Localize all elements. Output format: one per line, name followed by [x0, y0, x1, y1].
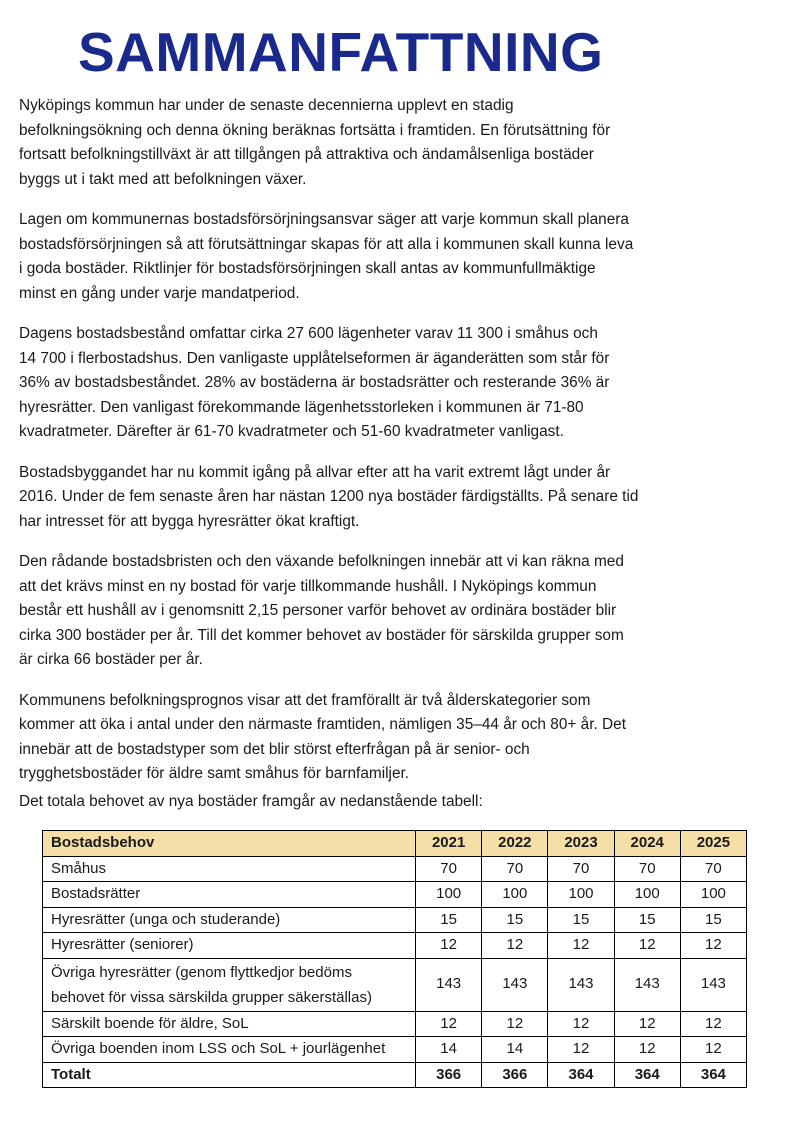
paragraph-line: att det krävs minst en ny bostad för varje tillkommande hushåll. I Nyköpings kommun: [19, 577, 597, 595]
header-cell-label: Bostadsbehov: [43, 831, 416, 857]
value-cell-2023: 12: [548, 1037, 614, 1063]
table-row: [43, 958, 747, 1011]
total-cell-2022: 366: [482, 1062, 548, 1088]
row-label-text: Hyresrätter (unga och studerande): [51, 910, 281, 928]
paragraph: [19, 550, 659, 673]
total-label: Totalt: [43, 1062, 416, 1088]
paragraph-line: har intresset för att bygga hyresrätter ökat kraftigt.: [19, 512, 360, 530]
row-label-text: Övriga boenden inom LSS och SoL + jourlägenhet: [51, 1040, 386, 1057]
paragraph-line: trygghetsbostäder för äldre samt småhus för barnfamiljer.: [19, 765, 410, 782]
row-label: [43, 1011, 416, 1037]
row-label-text: Bostadsrätter: [51, 885, 141, 902]
row-label-text: Småhus: [51, 859, 107, 877]
value-cell-2022: 70: [482, 856, 548, 882]
value-cell-2024: 143: [614, 958, 680, 1011]
paragraph: [19, 208, 659, 306]
value-cell-2023: 15: [548, 907, 614, 933]
value-cell-2023: 100: [548, 882, 614, 908]
paragraph-line: är cirka 66 bostäder per år.: [19, 651, 203, 668]
paragraph-line: innebär att de bostadstyper som det blir störst efterfrågan på är senior- och: [19, 740, 530, 758]
value-cell-2023: 12: [548, 933, 614, 959]
paragraph-line: Den rådande bostadsbristen och den växande befolkningen innebär att vi kan räkna med: [19, 553, 624, 570]
value-cell-2024: 70: [614, 856, 680, 882]
value-cell-2025: 12: [680, 1011, 746, 1037]
row-label: [43, 856, 416, 882]
header-cell-2022: 2022: [482, 831, 548, 857]
paragraph-line: kvadratmeter. Därefter är 61-70 kvadratmeter och 51-60 kvadratmeter vanligast.: [19, 423, 564, 440]
value-cell-2025: 15: [680, 907, 746, 933]
value-cell-2025: 143: [680, 958, 746, 1011]
paragraph-line: i goda bostäder. Riktlinjer för bostadsförsörjningen skall antas av kommunfullmäktige: [19, 260, 596, 277]
value-cell-2024: 100: [614, 882, 680, 908]
page-title: SAMMANFATTNING: [78, 21, 604, 83]
value-cell-2021: 70: [416, 856, 482, 882]
value-cell-2022: 100: [482, 882, 548, 908]
table-row: [43, 907, 747, 933]
paragraph: [19, 322, 659, 445]
housing-need-table: [42, 830, 747, 1088]
table-intro: Det totala behovet av nya bostäder framgår av nedanstående tabell:: [19, 793, 483, 810]
row-label: [43, 1037, 416, 1063]
total-cell-2024: 364: [614, 1062, 680, 1088]
header-cell-2025: 2025: [680, 831, 746, 857]
paragraph-line: cirka 300 bostäder per år. Till det kommer behovet av bostäder för särskilda grupper som: [19, 626, 624, 644]
value-cell-2022: 15: [482, 907, 548, 933]
table-row: [43, 882, 747, 908]
paragraph-line: Dagens bostadsbestånd omfattar cirka 27 600 lägenheter varav 11 300 i småhus och: [19, 325, 598, 342]
table-row: [43, 856, 747, 882]
paragraph-line: bostadsförsörjningen så att förutsättningar skapas för att alla i kommunen skall kunna leva: [19, 235, 634, 253]
table-row: [43, 1011, 747, 1037]
row-label: [43, 907, 416, 933]
row-label: [43, 958, 416, 1011]
value-cell-2021: 15: [416, 907, 482, 933]
value-cell-2021: 12: [416, 1011, 482, 1037]
value-cell-2021: 12: [416, 933, 482, 959]
paragraph: [19, 689, 659, 787]
value-cell-2024: 12: [614, 1011, 680, 1037]
value-cell-2025: 70: [680, 856, 746, 882]
paragraph: [19, 94, 659, 192]
value-cell-2021: 143: [416, 958, 482, 1011]
summary-body: [19, 94, 659, 803]
value-cell-2023: 143: [548, 958, 614, 1011]
value-cell-2023: 12: [548, 1011, 614, 1037]
row-label-text: Särskilt boende för äldre, SoL: [51, 1014, 249, 1032]
paragraph-line: Lagen om kommunernas bostadsförsörjningsansvar säger att varje kommun skall planera: [19, 211, 629, 228]
value-cell-2025: 100: [680, 882, 746, 908]
value-cell-2022: 14: [482, 1037, 548, 1063]
paragraph-line: minst en gång under varje mandatperiod.: [19, 284, 300, 302]
value-cell-2022: 143: [482, 958, 548, 1011]
row-label: [43, 933, 416, 959]
total-cell-2021: 366: [416, 1062, 482, 1088]
paragraph-line: består ett hushåll av i genomsnitt 2,15 personer varför behovet av ordinära bostäder blir: [19, 602, 617, 619]
value-cell-2024: 12: [614, 1037, 680, 1063]
header-cell-2024: 2024: [614, 831, 680, 857]
value-cell-2022: 12: [482, 933, 548, 959]
paragraph-line: befolkningsökning och denna ökning beräknas fortsätta i framtiden. En förutsättning för: [19, 121, 611, 139]
total-cell-2023: 364: [548, 1062, 614, 1088]
row-label: [43, 882, 416, 908]
header-cell-2021: 2021: [416, 831, 482, 857]
paragraph-line: hyresrätter. Den vanligast förekommande lägenhetsstorleken i kommunen är 71-80: [19, 398, 584, 416]
paragraph-line: 14 700 i flerbostadshus. Den vanligaste upplåtelseformen är äganderätten som står för: [19, 349, 610, 367]
value-cell-2025: 12: [680, 1037, 746, 1063]
paragraph-line: byggs ut i takt med att befolkningen växer.: [19, 170, 307, 188]
paragraph-line: fortsatt befolkningstillväxt är att tillgången på attraktiva och ändamålsenliga bostäder: [19, 146, 594, 163]
total-row: [43, 1062, 747, 1088]
total-cell-2025: 364: [680, 1062, 746, 1088]
table-row: [43, 1037, 747, 1063]
paragraph-line: 2016. Under de fem senaste åren har nästan 1200 nya bostäder färdigställts. På senare tid: [19, 488, 639, 505]
table-header-row: [43, 831, 747, 857]
row-label-text: Hyresrätter (seniorer): [51, 936, 194, 953]
value-cell-2021: 14: [416, 1037, 482, 1063]
paragraph-line: Kommunens befolkningsprognos visar att det framförallt är två ålderskategorier som: [19, 691, 591, 709]
paragraph-line: Bostadsbyggandet har nu kommit igång på allvar efter att ha varit extremt lågt under år: [19, 463, 611, 481]
value-cell-2024: 12: [614, 933, 680, 959]
row-label-text: Övriga hyresrätter (genom flyttkedjor bedöms: [51, 963, 352, 981]
value-cell-2025: 12: [680, 933, 746, 959]
value-cell-2021: 100: [416, 882, 482, 908]
paragraph-line: kommer att öka i antal under den närmaste framtiden, nämligen 35–44 år och 80+ år. Det: [19, 716, 626, 733]
value-cell-2023: 70: [548, 856, 614, 882]
paragraph: [19, 461, 659, 535]
paragraph-line: Nyköpings kommun har under de senaste decennierna upplevt en stadig: [19, 97, 514, 114]
table-row: [43, 933, 747, 959]
value-cell-2024: 15: [614, 907, 680, 933]
header-cell-2023: 2023: [548, 831, 614, 857]
value-cell-2022: 12: [482, 1011, 548, 1037]
row-label-text: behovet för vissa särskilda grupper säkerställas): [51, 988, 372, 1006]
paragraph-line: 36% av bostadsbeståndet. 28% av bostäderna är bostadsrätter och resterande 36% är: [19, 374, 610, 391]
